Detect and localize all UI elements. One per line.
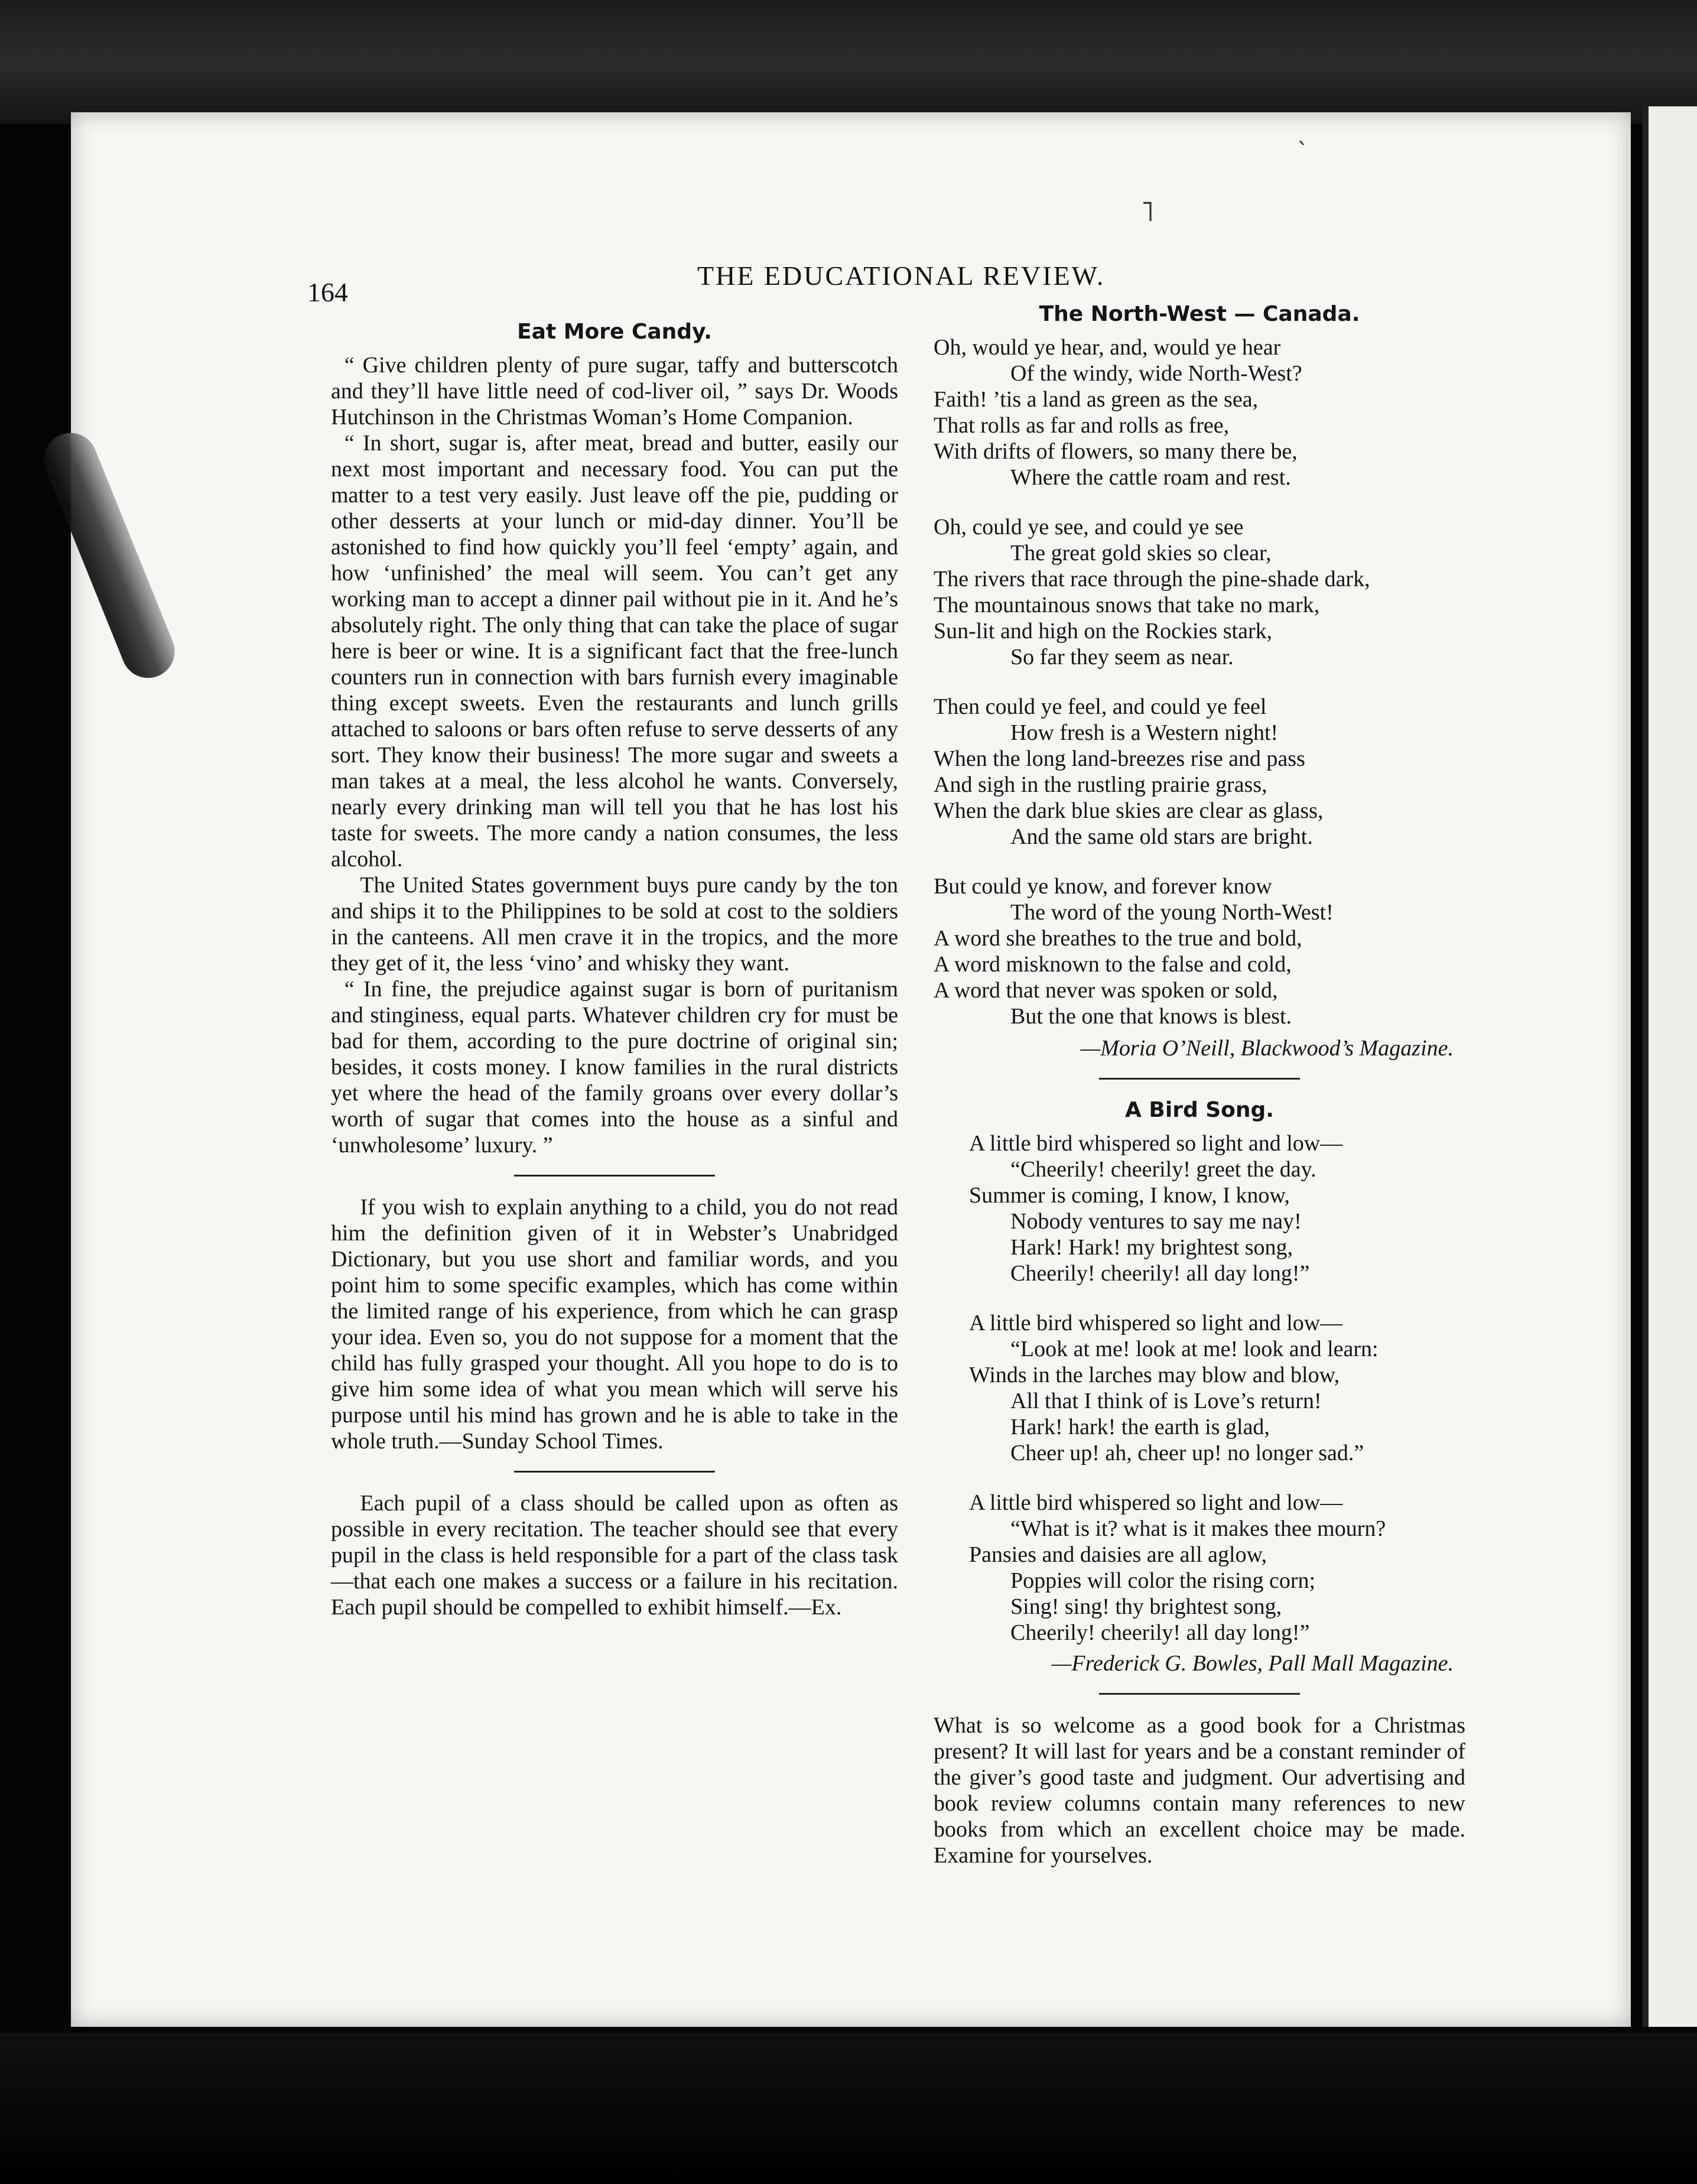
- verse-line: A word she breathes to the true and bold,: [934, 926, 1302, 951]
- verse-line: “Look at me! look at me! look and learn:: [1010, 1337, 1379, 1361]
- candy-paragraph-4: “ In fine, the prejudice against sugar is born of puritanism and stinginess, equal parts. Whatever children cry for must be bad for them, according to the pure doctrine of original sin; besides, it costs money. I know families in the rural districts yet where the head of the family groans over every dollar’s worth of sugar that comes into the house as a sinful and ‘unwholesome’ luxury. ”: [331, 977, 898, 1158]
- verse-line: With drifts of flowers, so many there be,: [934, 439, 1298, 464]
- stray-mark: ˎ: [1297, 118, 1309, 145]
- verse-line: The mountainous snows that take no mark,: [934, 593, 1320, 618]
- section-divider: [514, 1471, 715, 1473]
- verse-line: Where the cattle roam and rest.: [1010, 465, 1291, 490]
- verse-line: But the one that knows is blest.: [1010, 1004, 1292, 1029]
- explain-paragraph: If you wish to explain anything to a child, you do not read him the definition given of it in Webster’s Unabridged Dictionary, but you use short and familiar words, and you point him to some specific examples, which has come within the limited range of his experience, from which he can grasp your idea. Even so, you do not suppose for a moment that the child has fully grasped your thought. All you hope to do is to give him some idea of what you mean which will serve his purpose until his mind has grown and he is able to take in the whole truth.—Sunday School Times.: [331, 1195, 898, 1454]
- candy-paragraph-2: “ In short, sugar is, after meat, bread and butter, easily our next most important and necessary food. You can put the matter to a test very easily. Just leave off the pie, pudding or other desserts at your lunch or mid-day dinner. You’ll be astonished to find how quickly you’ll feel ‘empty’ again, and how ‘unfinished’ the meal will seem. You can’t get any working man to accept a dinner pail without pie in it. And he’s absolutely right. The only thing that can take the place of sugar here is beer or wine. It is a significant fact that the free-lunch counters run in connection with bars furnish every imaginable thing except sweets. Even the restaurants and lunch grills attached to saloons or bars often refuse to serve desserts of any sort. They know their business! The more sugar and sweets a man takes at a meal, the less alcohol he wants. Conversely, nearly every drinking man will tell you that he has lost his taste for sweets. The more candy a nation consumes, the less alcohol.: [331, 431, 898, 872]
- verse-line: The rivers that race through the pine-shade dark,: [934, 567, 1370, 592]
- verse-line: Hark! hark! the earth is glad,: [1010, 1415, 1270, 1439]
- page-number: 164: [307, 277, 348, 307]
- verse-line: A word misknown to the false and cold,: [934, 952, 1292, 977]
- right-column: [934, 301, 1465, 1891]
- verse-line: Cheerily! cheerily! all day long!”: [1010, 1261, 1310, 1286]
- poem-stanza: [934, 514, 1465, 670]
- verse-line: Then could ye feel, and could ye feel: [934, 694, 1267, 719]
- verse-line: Oh, would ye hear, and, would ye hear: [934, 335, 1281, 360]
- verse-line: How fresh is a Western night!: [1010, 720, 1279, 745]
- verse-line: When the dark blue skies are clear as glass,: [934, 798, 1324, 823]
- poem-stanza: [934, 1490, 1465, 1646]
- poem-stanza: [934, 873, 1465, 1029]
- verse-line: Summer is coming, I know, I know,: [969, 1183, 1290, 1208]
- verse-line: Sun-lit and high on the Rockies stark,: [934, 619, 1273, 644]
- left-column: [331, 319, 898, 1620]
- verse-line: So far they seem as near.: [1010, 645, 1234, 670]
- verse-line: “Cheerily! cheerily! greet the day.: [1010, 1157, 1316, 1182]
- poem-credit: —Frederick G. Bowles, Pall Mall Magazine.: [1051, 1651, 1454, 1676]
- section-divider: [1099, 1078, 1300, 1080]
- book-gutter: [1643, 106, 1649, 2027]
- verse-line: Poppies will color the rising corn;: [1010, 1568, 1316, 1593]
- verse-line: Pansies and daisies are all aglow,: [969, 1542, 1267, 1567]
- poem-heading-north-west: The North-West — Canada.: [1039, 302, 1360, 326]
- poem-stanza: [934, 1130, 1465, 1286]
- verse-line: A little bird whispered so light and low—: [969, 1490, 1343, 1515]
- verse-line: Winds in the larches may blow and blow,: [969, 1363, 1340, 1387]
- verse-line: And the same old stars are bright.: [1010, 824, 1313, 849]
- verse-line: Oh, could ye see, and could ye see: [934, 515, 1244, 540]
- poem-stanza: [934, 334, 1465, 490]
- verse-line: A little bird whispered so light and low—: [969, 1311, 1343, 1335]
- verse-line: And sigh in the rustling prairie grass,: [934, 772, 1267, 797]
- facing-page-edge: [1649, 106, 1697, 2027]
- verse-line: Of the windy, wide North-West?: [1010, 361, 1302, 386]
- recitation-paragraph: Each pupil of a class should be called upon as often as possible in every recitation. The teacher should see that every pupil in the class is held responsible for a part of the class task—that each one makes a success or a failure in his recitation. Each pupil should be compelled to exhibit himself.—Ex.: [331, 1491, 898, 1620]
- verse-line: All that I think of is Love’s return!: [1010, 1389, 1322, 1413]
- verse-line: But could ye know, and forever know: [934, 874, 1272, 899]
- verse-line: The word of the young North-West!: [1010, 900, 1334, 925]
- verse-line: Hark! Hark! my brightest song,: [1010, 1235, 1293, 1260]
- verse-line: When the long land-breezes rise and pass: [934, 746, 1305, 771]
- scan-top-border: [0, 0, 1697, 124]
- verse-line: A little bird whispered so light and low—: [969, 1131, 1343, 1156]
- scan-bottom-border: [0, 2033, 1697, 2184]
- article-heading-eat-more-candy: Eat More Candy.: [517, 320, 712, 344]
- candy-paragraph-3: The United States government buys pure candy by the ton and ships it to the Philippines to be sold at cost to the soldiers in the canteens. All men crave it in the tropics, and the more they get of it, the less ‘vino’ and whisky they want.: [331, 873, 898, 976]
- section-divider: [1099, 1693, 1300, 1695]
- verse-line: Sing! sing! thy brightest song,: [1010, 1594, 1282, 1619]
- verse-line: “What is it? what is it makes thee mourn?: [1010, 1516, 1386, 1541]
- poem-credit: —Moria O’Neill, Blackwood’s Magazine.: [1080, 1036, 1454, 1061]
- closing-paragraph: What is so welcome as a good book for a Christmas present? It will last for years and be a constant reminder of the giver’s good taste and judgment. Our advertising and book review columns contain many references to new books from which an excellent choice may be made. Examine for yourselves.: [934, 1713, 1465, 1868]
- poem-heading-bird-song: A Bird Song.: [1125, 1098, 1274, 1122]
- verse-line: A word that never was spoken or sold,: [934, 978, 1278, 1003]
- verse-line: Nobody ventures to say me nay!: [1010, 1209, 1302, 1234]
- verse-line: Cheer up! ah, cheer up! no longer sad.”: [1010, 1441, 1364, 1465]
- verse-line: That rolls as far and rolls as free,: [934, 413, 1230, 438]
- poem-stanza: [934, 1310, 1465, 1466]
- candy-paragraph-1: “ Give children plenty of pure sugar, taffy and butterscotch and they’ll have little need of cod-liver oil, ” says Dr. Woods Hutchinson in the Christmas Woman’s Home Companion.: [331, 353, 898, 430]
- poem-stanza: [934, 694, 1465, 850]
- verse-line: Cheerily! cheerily! all day long!”: [1010, 1620, 1310, 1645]
- verse-line: Faith! ’tis a land as green as the sea,: [934, 387, 1259, 412]
- section-divider: [514, 1175, 715, 1176]
- verse-line: The great gold skies so clear,: [1010, 541, 1272, 566]
- stray-mark: ˥: [1140, 195, 1155, 228]
- running-head: THE EDUCATIONAL REVIEW.: [697, 261, 1106, 291]
